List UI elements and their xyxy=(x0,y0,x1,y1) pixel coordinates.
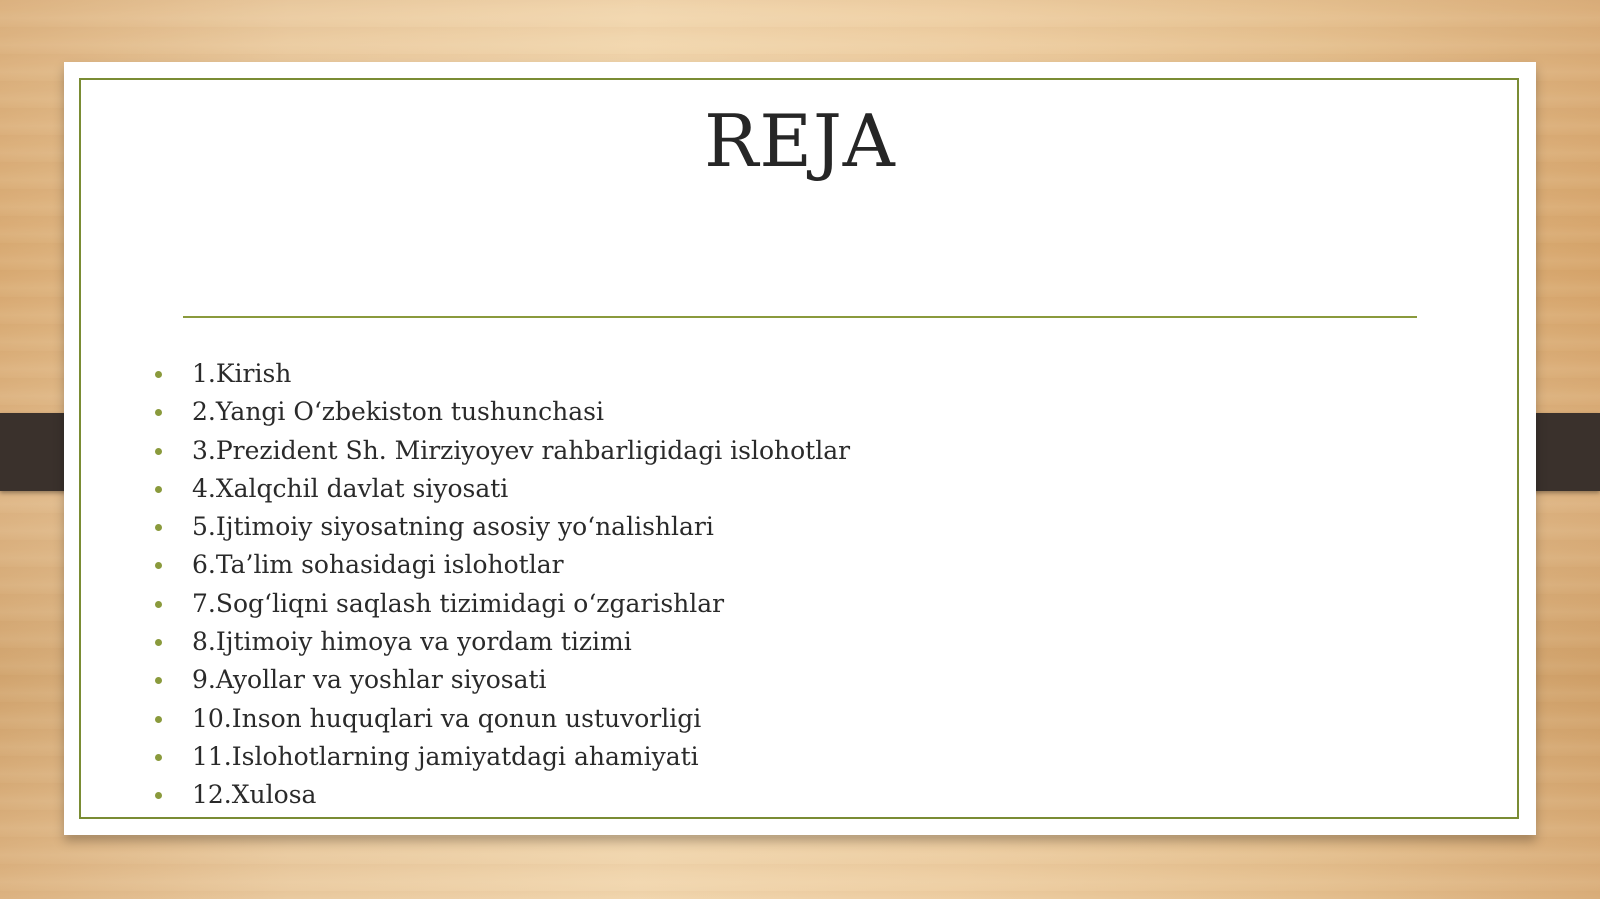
list-item xyxy=(150,661,850,699)
bullet-icon xyxy=(155,716,162,723)
list-item-text: 11.Islohotlarning jamiyatdagi ahamiyati xyxy=(192,741,699,771)
list-item-text: 12.Xulosa xyxy=(192,780,317,810)
list-item-text: 4.Xalqchil davlat siyosati xyxy=(192,473,509,503)
bullet-icon xyxy=(155,486,162,493)
list-item xyxy=(150,700,850,738)
title-divider xyxy=(183,316,1417,318)
list-item-text: 7.Sog‘liqni saqlash tizimidagi o‘zgarishlar xyxy=(192,588,725,618)
list-item-text: 2.Yangi O‘zbekiston tushunchasi xyxy=(192,397,605,427)
list-item xyxy=(150,355,850,393)
list-item xyxy=(150,393,850,431)
slide-title: REJA xyxy=(704,99,896,183)
list-item-text: 1.Kirish xyxy=(192,359,292,388)
bullet-icon xyxy=(155,524,162,531)
bullet-icon xyxy=(155,677,162,684)
list-item-text: 3.Prezident Sh. Mirziyoyev rahbarligidagi islohotlar xyxy=(192,435,851,465)
list-item-text: 8.Ijtimoiy himoya va yordam tizimi xyxy=(192,627,632,657)
plan-list xyxy=(150,355,850,815)
list-item-text: 5.Ijtimoiy siyosatning asosiy yo‘nalishlari xyxy=(192,512,714,542)
list-item xyxy=(150,623,850,661)
list-item-text: 9.Ayollar va yoshlar siyosati xyxy=(192,665,547,695)
list-item-text: 10.Inson huquqlari va qonun ustuvorligi xyxy=(192,703,702,733)
list-item-text: 6.Ta’lim sohasidagi islohotlar xyxy=(192,550,564,580)
list-item xyxy=(150,508,850,546)
bullet-icon xyxy=(155,601,162,608)
bullet-icon xyxy=(155,792,162,799)
bullet-icon xyxy=(155,371,162,378)
list-item xyxy=(150,585,850,623)
bullet-icon xyxy=(155,448,162,455)
bullet-icon xyxy=(155,639,162,646)
bullet-icon xyxy=(155,562,162,569)
list-item xyxy=(150,738,850,776)
list-item xyxy=(150,470,850,508)
list-item xyxy=(150,546,850,584)
bullet-icon xyxy=(155,754,162,761)
bullet-icon xyxy=(155,409,162,416)
list-item xyxy=(150,776,850,814)
list-item xyxy=(150,432,850,470)
